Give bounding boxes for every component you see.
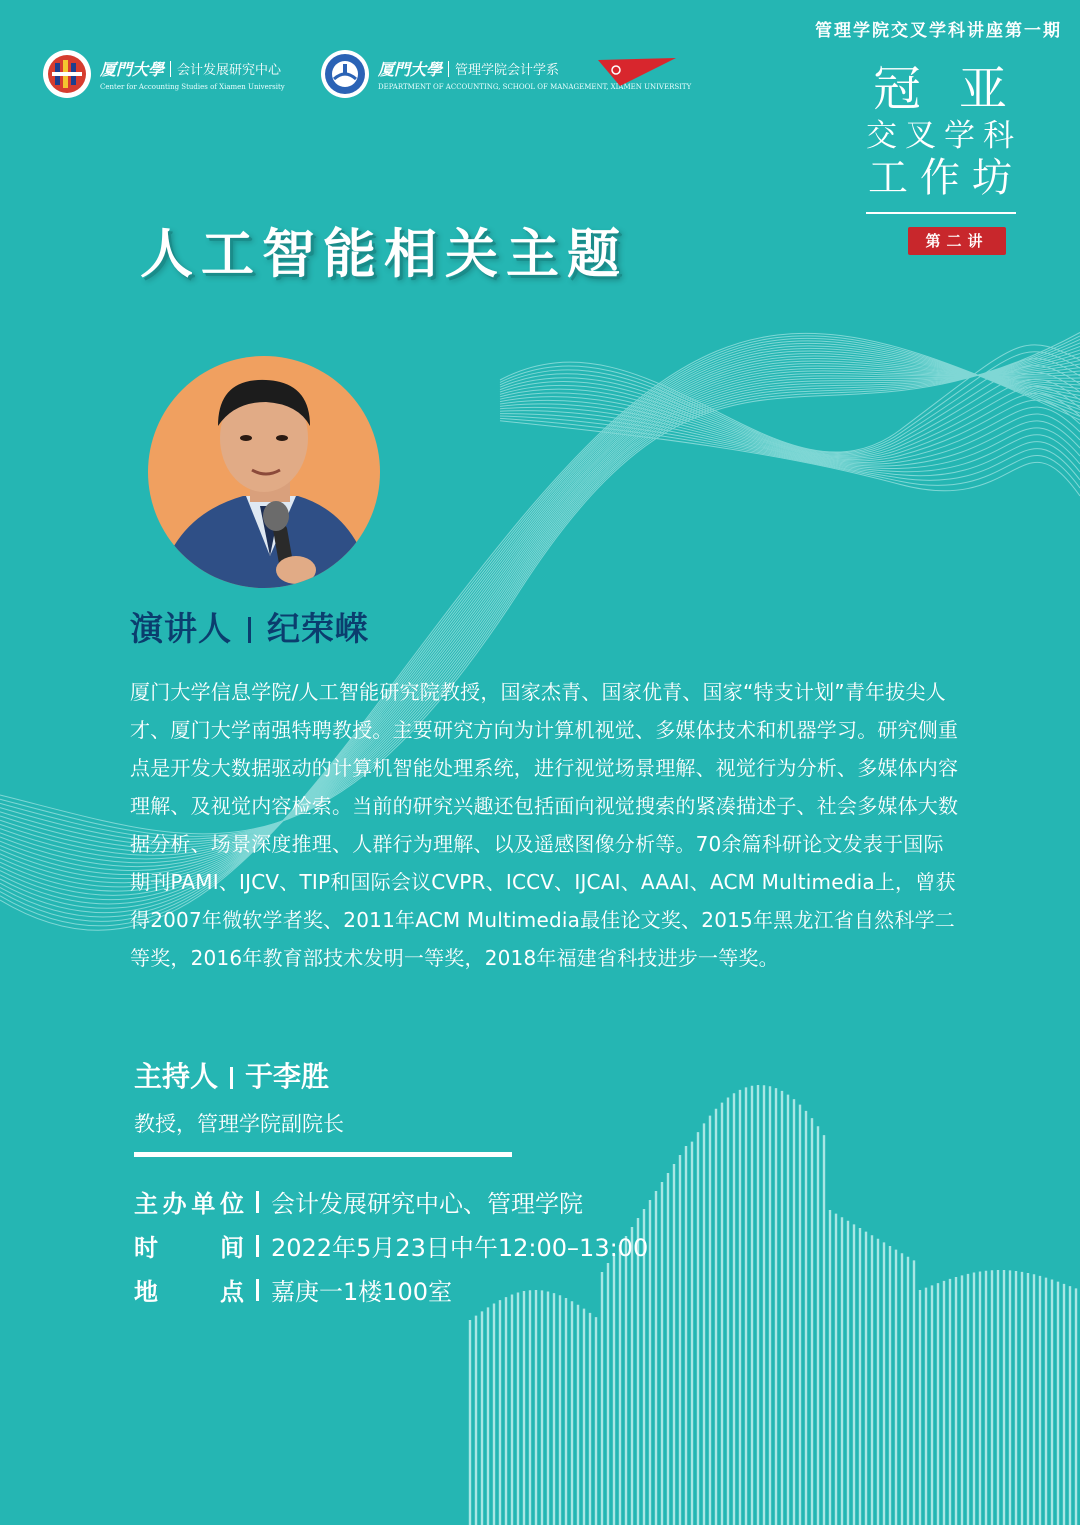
workshop-title-line3: 工作坊 <box>868 155 1024 201</box>
workshop-title-line2: 交叉学科 <box>866 118 1022 154</box>
xmu-emblem-icon <box>42 49 92 99</box>
location-separator <box>256 1279 259 1301</box>
speaker-name: 纪荣嵘 <box>267 609 369 648</box>
speaker-photo <box>148 356 380 588</box>
logo-accounting-center <box>42 50 285 98</box>
host-heading <box>134 1055 329 1095</box>
lecture-number-badge: 第二讲 <box>908 227 1006 255</box>
host-title: 教授，管理学院副院长 <box>134 1112 344 1136</box>
department-emblem-icon <box>320 49 370 99</box>
time-separator <box>256 1235 259 1257</box>
logo2-english: DEPARTMENT OF ACCOUNTING, SCHOOL OF MANAGEMENT, XIAMEN UNIVERSITY <box>378 83 692 91</box>
host-separator <box>230 1067 233 1089</box>
workshop-title <box>860 61 1045 201</box>
section-divider <box>134 1152 512 1157</box>
speaker-separator <box>248 617 251 643</box>
logo2-name: 厦門大學 <box>378 60 443 79</box>
host-label: 主持人 <box>134 1060 219 1093</box>
workshop-title-line1: 冠亚 <box>872 61 1045 117</box>
speaker-heading <box>130 603 369 650</box>
location-value: 嘉庚一1楼100室 <box>271 1278 453 1306</box>
organizer-label: 主办单位 <box>134 1190 244 1218</box>
logo2-divider <box>448 61 449 77</box>
time-label: 时间 <box>134 1234 244 1262</box>
logo1-english: Center for Accounting Studies of Xiamen University <box>100 83 285 91</box>
series-title: 管理学院交叉学科讲座第一期 <box>815 21 1062 41</box>
location-label: 地点 <box>134 1278 244 1306</box>
host-name: 于李胜 <box>245 1060 330 1093</box>
topic-title: 人工智能相关主题 <box>140 224 628 285</box>
speaker-label: 演讲人 <box>130 609 232 648</box>
time-value: 2022年5月23日中午12:00–13:00 <box>271 1234 649 1262</box>
logo1-unit: 会计发展研究中心 <box>177 63 282 78</box>
organizer-value: 会计发展研究中心、管理学院 <box>271 1190 583 1218</box>
logo1-name: 厦門大學 <box>100 60 165 79</box>
logo1-divider <box>170 61 171 77</box>
organizer-separator <box>256 1191 259 1213</box>
logo2-unit: 管理学院会计学系 <box>455 63 560 78</box>
red-flag-logo-icon <box>598 58 678 88</box>
workshop-rule <box>866 212 1016 214</box>
organizer-row <box>134 1184 583 1219</box>
speaker-bio: 厦门大学信息学院/人工智能研究院教授，国家杰青、国家优青、国家“特支计划”青年拔尖人才、厦门大学南强特聘教授。主要研究方向为计算机视觉、多媒体技术和机器学习。研究侧重点是开发大数据驱动的计算机智能处理系统，进行视觉场景理解、视觉行为分析、多媒体内容理解、及视觉内容检索。当前的研究兴趣还包括面向视觉搜索的紧凑描述子、社会多媒体大数据分析、场景深度推理、人群行为理解、以及遥感图像分析等。70余篇科研论文发表于国际期刊PAMI、IJCV、TIP和国际会议CVPR、ICCV、IJCAI、AAAI、ACM Multimedia上，曾获得2007年微软学者奖、2011年ACM Multimedia最佳论文奖、2015年黑龙江省自然科学二等奖，2016年教育部技术发明一等奖，2018年福建省科技进步一等奖。 <box>130 680 959 970</box>
time-row <box>134 1228 648 1263</box>
location-row <box>134 1272 452 1307</box>
